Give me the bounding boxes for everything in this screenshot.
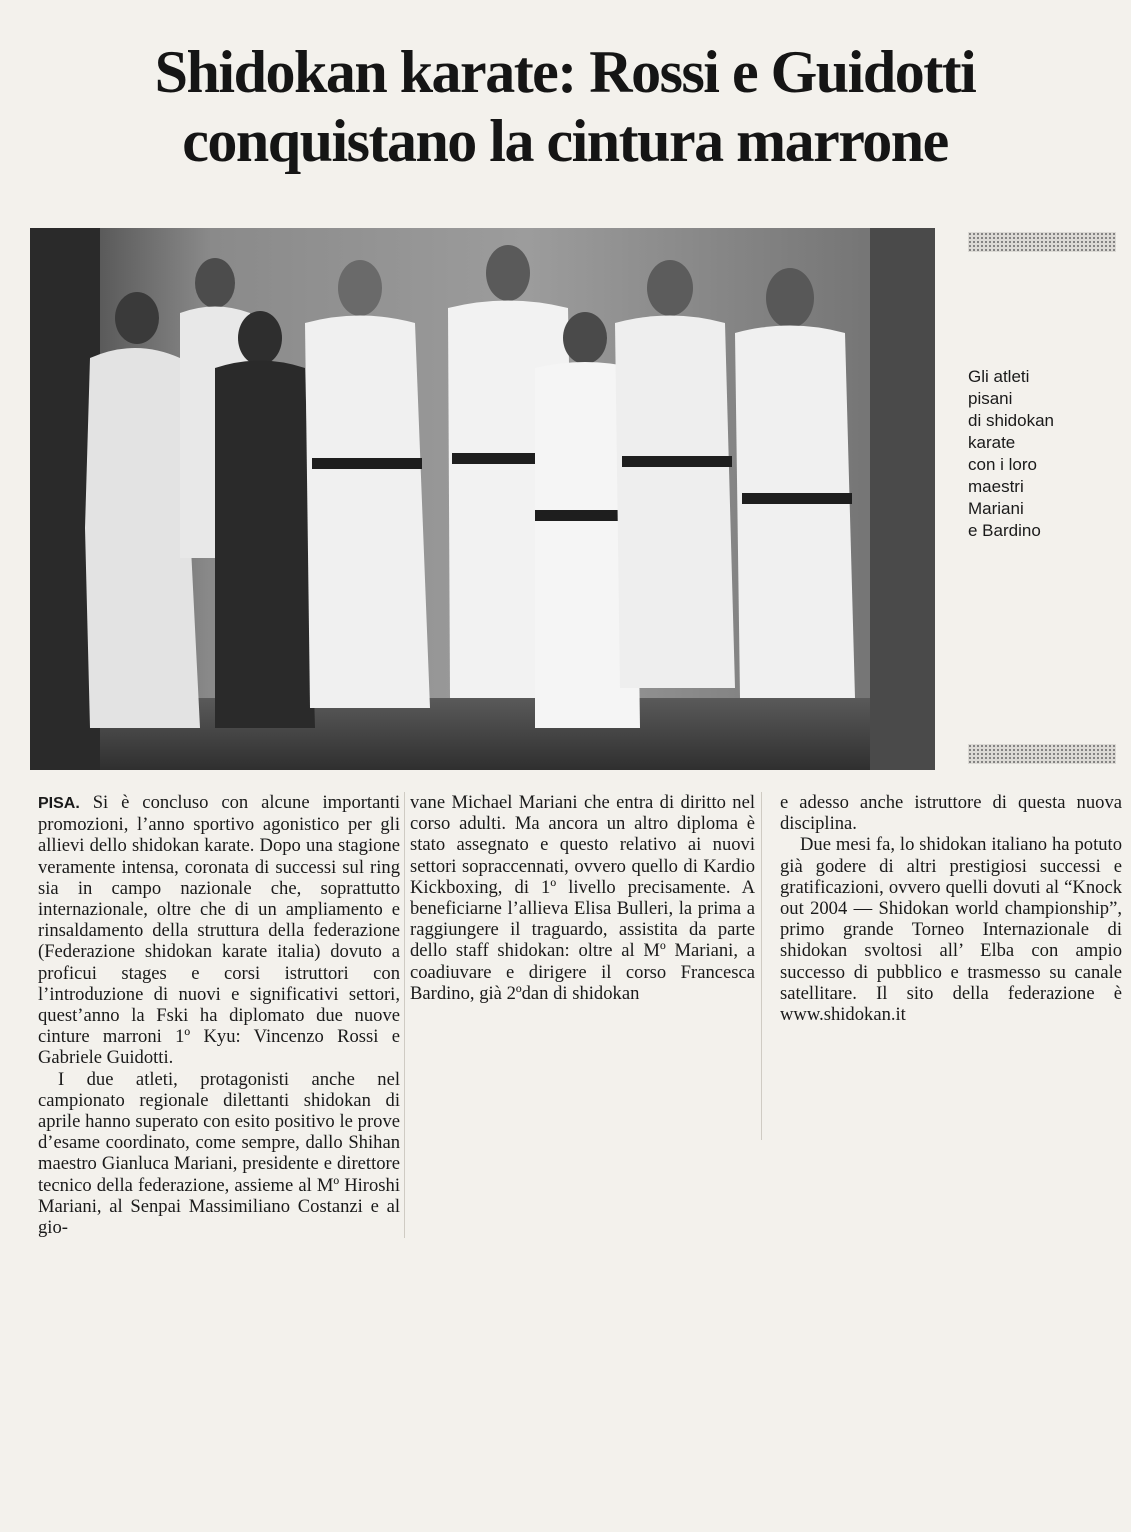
caption-line: di shidokan bbox=[968, 411, 1055, 430]
caption-line: Gli atleti bbox=[968, 367, 1030, 386]
caption-line: karate bbox=[968, 433, 1016, 452]
article-column-3 bbox=[780, 792, 1122, 1025]
headline-line-1: Shidokan karate: Rossi e Guidotti bbox=[154, 39, 976, 105]
caption-line: con i loro bbox=[968, 455, 1037, 474]
article-paragraph: I due atleti, protagonisti anche nel campionato regionale dilettanti shidokan di aprile hanno superato con esito positivo le prove d’esame coordinato, come sempre, dallo Shihan maestro Gianluca Mariani, presidente e direttore tecnico della federazione, assieme al Mº Hiroshi Mariani, al Senpai Massimiliano Costanzi e al gio- bbox=[38, 1068, 400, 1239]
caption-line: e Bardino bbox=[968, 521, 1041, 540]
article-paragraph: Due mesi fa, lo shidokan italiano ha potuto già godere di altri prestigiosi successi e gratificazioni, ovvero quelli dovuti al “Knock out 2004 — Shidokan world championship”, primo grande Torneo Internazionale di shidokan svoltosi all’ Elba con ampio successo di pubblico e trasmesso su canale satellitare. Il sito della federazione è www.shidokan.it bbox=[780, 834, 1122, 1026]
team-photo bbox=[30, 228, 935, 770]
team-photo-illustration bbox=[30, 228, 935, 770]
headline bbox=[70, 38, 1060, 176]
caption-line: maestri bbox=[968, 477, 1024, 496]
decorative-dot-bar-top bbox=[968, 232, 1116, 252]
article-text: Si è concluso con alcune importanti promozioni, l’anno sportivo agonistico per gli allievi dello shidokan karate. Dopo una stagione veramente intensa, coronata di successi sul ring sia in campo nazionale che, soprattutto internazionale, oltre che di un ampliamento e rinsaldamento della struttura della federazione (Federazione shidokan karate italia) dovuto a proficui stages e corsi istruttori con l’introduzione di nuovi e significativi settori, quest’anno la Fski ha diplomato due nuove cinture marroni 1º Kyu: Vincenzo Rossi e Gabriele Guidotti. bbox=[38, 792, 400, 1069]
photo-caption bbox=[968, 366, 1118, 542]
article-column-2 bbox=[410, 792, 762, 1140]
caption-line: pisani bbox=[968, 389, 1013, 408]
decorative-dot-bar-bottom bbox=[968, 744, 1116, 764]
article-column-1 bbox=[38, 792, 405, 1238]
article-paragraph: vane Michael Mariani che entra di diritto nel corso adulti. Ma ancora un altro diploma è stato assegnato e questo relativo ai nuovi settori sopraccennati, ovvero quello di Kardio Kickboxing, di 1º livello precisamente. A beneficiarne l’allieva Elisa Bulleri, la prima a raggiungere il traguardo, assistita da parte dello staff shidokan: oltre al Mº Mariani, a coadiuvare e dirigere il corso Francesca Bardino, già 2ºdan di shidokan bbox=[410, 792, 755, 1004]
dateline: PISA. bbox=[38, 795, 80, 812]
caption-line: Mariani bbox=[968, 499, 1024, 518]
article-paragraph bbox=[38, 792, 400, 1069]
headline-line-2: conquistano la cintura marrone bbox=[182, 108, 948, 174]
article-paragraph: e adesso anche istruttore di questa nuova disciplina. bbox=[780, 792, 1122, 835]
